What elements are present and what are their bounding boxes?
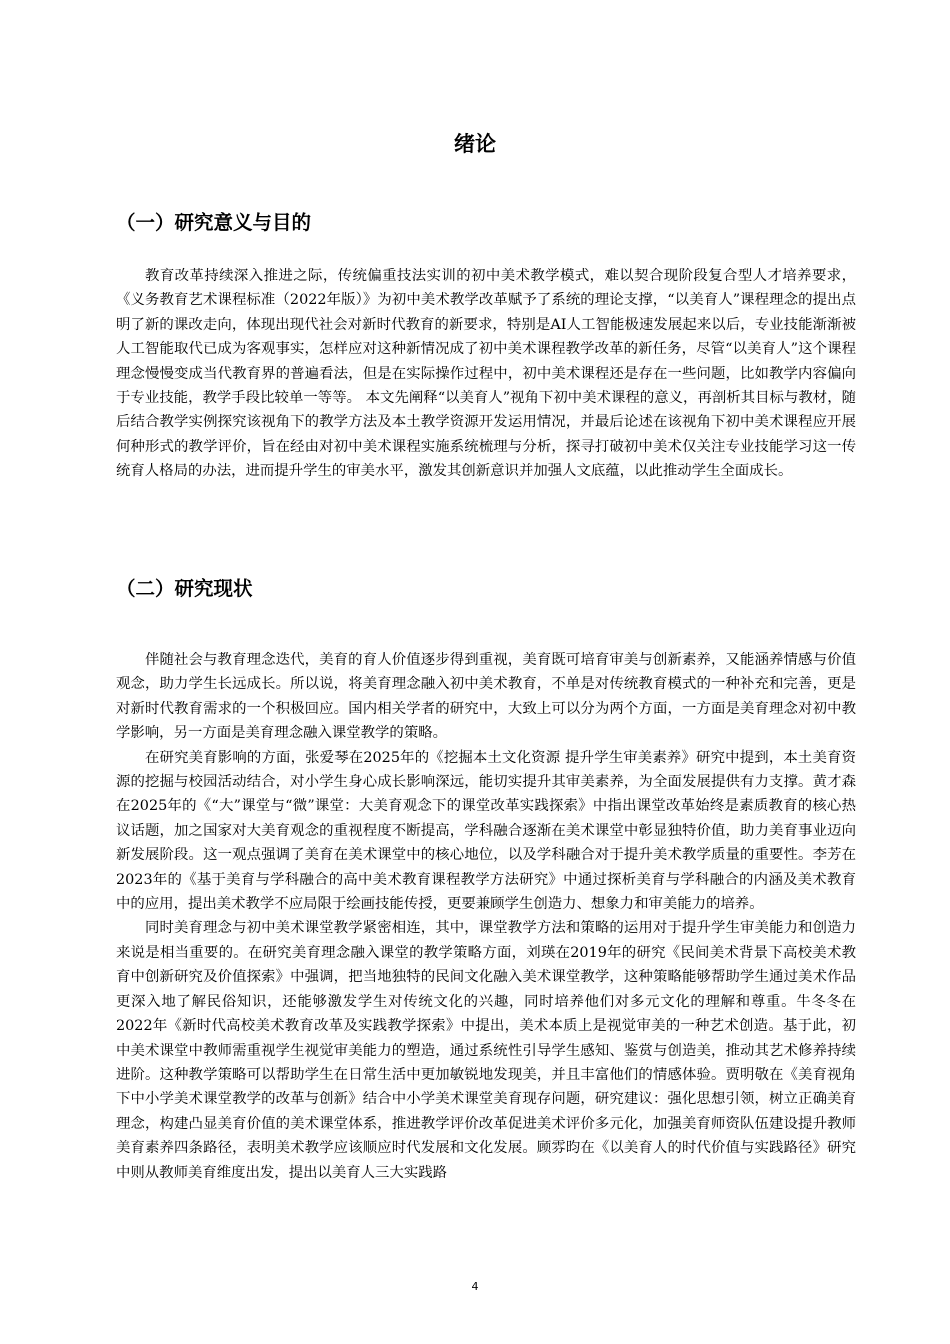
section-body-1 — [116, 264, 856, 484]
page-number: 4 — [471, 1280, 479, 1293]
section-heading-2: （二）研究现状 — [116, 577, 253, 600]
paragraph: 教育改革持续深入推进之际，传统偏重技法实训的初中美术教学模式，难以契合现阶段复合型人才培养要求，《义务教育艺术课程标准（2022年版）》为初中美术教学改革赋予了系统的理论支撑，“以美育人”课程理念的提出点明了新的课改走向，体现出现代社会对新时代教育的新要求，特别是AI人工智能极速发展起来以后，专业技能渐渐被人工智能取代已成为客观事实，怎样应对这种新情况成了初中美术课程教学改革的新任务，尽管“以美育人”这个课程理念慢慢变成当代教育界的普遍看法，但是在实际操作过程中，初中美术课程还是存在一些问题，比如教学内容偏向于专业技能，教学手段比较单一等等。 本文先阐释“以美育人”视角下初中美术课程的意义，再剖析其目标与教材，随后结合教学实例探究该视角下的教学方法及本土教学资源开发运用情况，并最后论述在该视角下初中美术课程应开展何种形式的教学评价，旨在经由对初中美术课程实施系统梳理与分析，探寻打破初中美术仅关注专业技能学习这一传统育人格局的办法，进而提升学生的审美水平，激发其创新意识并加强人文底蕴，以此推动学生全面成长。 — [116, 268, 856, 480]
section-heading-1: （一）研究意义与目的 — [116, 211, 312, 234]
paragraph: 伴随社会与教育理念迭代，美育的育人价值逐步得到重视，美育既可培育审美与创新素养，又能涵养情感与价值观念，助力学生长远成长。所以说，将美育理念融入初中美术教育，不单是对传统教育模式的一种补充和完善，更是对新时代教育需求的一个积极回应。国内相关学者的研究中，大致上可以分为两个方面，一方面是美育理念对初中教学影响，另一方面是美育理念融入课堂教学的策略。 — [116, 652, 856, 742]
chapter-title: 绪论 — [454, 132, 496, 156]
paragraph: 同时美育理念与初中美术课堂教学紧密相连，其中，课堂教学方法和策略的运用对于提升学生审美能力和创造力来说是相当重要的。在研究美育理念融入课堂的教学策略方面，刘瑛在2019年的研究《民间美术背景下高校美术教育中创新研究及价值探索》中强调，把当地独特的民间文化融入美术课堂教学，这种策略能够帮助学生通过美术作品更深入地了解民俗知识，还能够激发学生对传统文化的兴趣，同时培养他们对多元文化的理解和尊重。牛冬冬在2022年《新时代高校美术教育改革及实践教学探索》中提出，美术本质上是视觉审美的一种艺术创造。基于此，初中美术课堂中教师需重视学生视觉审美能力的塑造，通过系统性引导学生感知、鉴赏与创造美，推动其艺术修养持续进阶。这种教学策略可以帮助学生在日常生活中更加敏锐地发现美，并且丰富他们的情感体验。贾明敬在《美育视角下中小学美术课堂教学的改革与创新》结合中小学美术课堂美育现存问题，研究建议：强化思想引领，树立正确美育理念，构建凸显美育价值的美术课堂体系，推进教学评价改革促进美术评价多元化，加强美育师资队伍建设提升教师美育素养四条路径，表明美术教学应该顺应时代发展和文化发展。顾雰昀在《以美育人的时代价值与实践路径》研究中则从教师美育维度出发，提出以美育人三大实践路 — [116, 920, 856, 1181]
paragraph: 在研究美育影响的方面，张爱琴在2025年的《挖掘本土文化资源 提升学生审美素养》研究中提到，本土美育资源的挖掘与校园活动结合，对小学生身心成长影响深远，能切实提升其审美素养，为全面发展提供有力支撑。黄才森在2025年的《“大”课堂与“微”课堂：大美育观念下的课堂改革实践探索》中指出课堂改革始终是素质教育的核心热议话题，加之国家对大美育观念的重视程度不断提高，学科融合逐渐在美术课堂中彰显独特价值，助力美育事业迈向新发展阶段。这一观点强调了美育在美术课堂中的核心地位，以及学科融合对于提升美术教学质量的重要性。李芳在2023年的《基于美育与学科融合的高中美术教育课程教学方法研究》中通过探析美育与学科融合的内涵及美术教育中的应用，提出美术教学不应局限于绘画技能传授，更要兼顾学生创造力、想象力和审美能力的培养。 — [116, 749, 856, 913]
section-body-2 — [116, 648, 856, 1185]
